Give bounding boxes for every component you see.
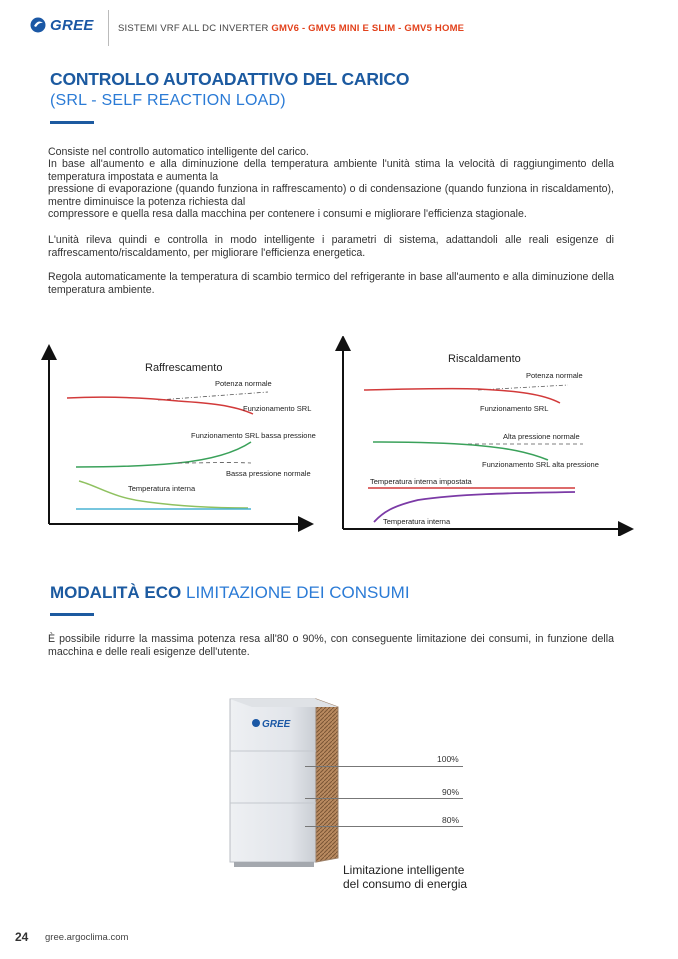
level-line-90 xyxy=(305,798,463,799)
chart-riscaldamento xyxy=(343,343,626,529)
gree-logo xyxy=(30,17,94,33)
brand-name: GREE xyxy=(50,16,94,34)
unit-side xyxy=(316,699,338,862)
header-subtitle-prefix: SISTEMI VRF ALL DC INVERTER xyxy=(118,23,272,34)
paragraph-line-c: compressore e quella resa dalla macchina per contenere i consumi e migliorare l'efficienza stagionale. xyxy=(48,208,527,220)
title-accent-bar xyxy=(50,121,94,124)
chart1-label-potenza-normale: Potenza normale xyxy=(215,379,272,388)
chart1-series-funzionamento-srl xyxy=(67,397,253,414)
chart2-label-funzionamento-srl: Funzionamento SRL xyxy=(480,404,549,413)
section-title-eco xyxy=(50,583,410,603)
chart1-series-potenza-normale xyxy=(158,392,268,400)
chart2-series-srl-alta-pressione xyxy=(373,442,548,460)
chart2-title: Riscaldamento xyxy=(448,353,521,365)
paragraph-3: Regola automaticamente la temperatura di scambio termico del refrigerante in base all'aumento e alla diminuzione della temperatura ambiente. xyxy=(48,271,614,296)
paragraph-2: L'unità rileva quindi e controlla in modo intelligente i parametri di sistema, adattandoli alle reali esigenze di raffrescamento/riscaldamento, per migliorare l'efficienza energetica. xyxy=(48,234,614,259)
level-label-90: 90% xyxy=(442,787,460,797)
level-line-80 xyxy=(305,826,463,827)
outdoor-unit-image xyxy=(228,693,340,868)
gree-logo-icon xyxy=(30,17,46,33)
chart1-label-temperatura-interna: Temperatura interna xyxy=(128,484,196,493)
chart-raffrescamento xyxy=(49,352,316,524)
chart2-label-potenza-normale: Potenza normale xyxy=(526,371,583,380)
chart1-title: Raffrescamento xyxy=(145,362,223,374)
page-header xyxy=(0,0,678,48)
unit-logo-icon xyxy=(252,719,260,727)
header-divider xyxy=(108,10,109,46)
header-subtitle xyxy=(118,23,464,34)
chart1-label-bassa-pressione-normale: Bassa pressione normale xyxy=(226,469,311,478)
eco-title-bold: MODALITÀ ECO xyxy=(50,583,182,602)
chart2-label-temperatura-interna: Temperatura interna xyxy=(383,517,451,526)
level-line-100 xyxy=(305,766,463,767)
eco-figure-caption xyxy=(343,863,467,891)
chart2-label-srl-alta-pressione: Funzionamento SRL alta pressione xyxy=(482,460,599,469)
section-subtitle-srl: (SRL - SELF REACTION LOAD) xyxy=(50,92,286,109)
caption-line-1: Limitazione intelligente xyxy=(343,863,465,877)
paragraph-justified-a: In base all'aumento e alla diminuzione della temperatura ambiente l'unità stima la velocità di raggiungimento della temperatura impostata e aumenta la xyxy=(48,158,614,183)
paragraph-justified-b: pressione di evaporazione (quando funziona in raffrescamento) o di condensazione (quando funziona in riscaldamento), mentre diminuisce la potenza richiesta dal xyxy=(48,183,614,208)
eco-accent-bar xyxy=(50,613,94,616)
unit-feet xyxy=(234,862,314,867)
chart2-label-temperatura-impostata: Temperatura interna impostata xyxy=(370,477,472,486)
chart2-series-funzionamento-srl xyxy=(364,389,560,403)
chart1-series-srl-bassa-pressione xyxy=(76,442,251,467)
eco-paragraph: È possibile ridurre la massima potenza resa all'80 o 90%, con conseguente limitazione dei consumi, in funzione della macchina e delle reali esigenze dell'utente. xyxy=(48,633,614,658)
chart1-label-srl-bassa-pressione: Funzionamento SRL bassa pressione xyxy=(191,431,316,440)
section-title-srl: CONTROLLO AUTOADATTIVO DEL CARICO xyxy=(50,69,410,89)
caption-line-2: del consumo di energia xyxy=(343,877,468,891)
header-subtitle-highlight: GMV6 - GMV5 MINI E SLIM - GMV5 HOME xyxy=(271,23,465,34)
chart2-label-alta-pressione-normale: Alta pressione normale xyxy=(503,432,580,441)
level-label-100: 100% xyxy=(437,754,459,764)
unit-brand: GREE xyxy=(262,719,291,730)
footer-link[interactable]: gree.argoclima.com xyxy=(45,932,129,943)
chart1-label-funzionamento-srl: Funzionamento SRL xyxy=(243,404,312,413)
srl-charts xyxy=(38,336,638,536)
page-number: 24 xyxy=(15,930,29,944)
level-label-80: 80% xyxy=(442,815,460,825)
intro-line: Consiste nel controllo automatico intelligente del carico. xyxy=(48,146,309,158)
eco-title-light: LIMITAZIONE DEI CONSUMI xyxy=(181,583,410,602)
